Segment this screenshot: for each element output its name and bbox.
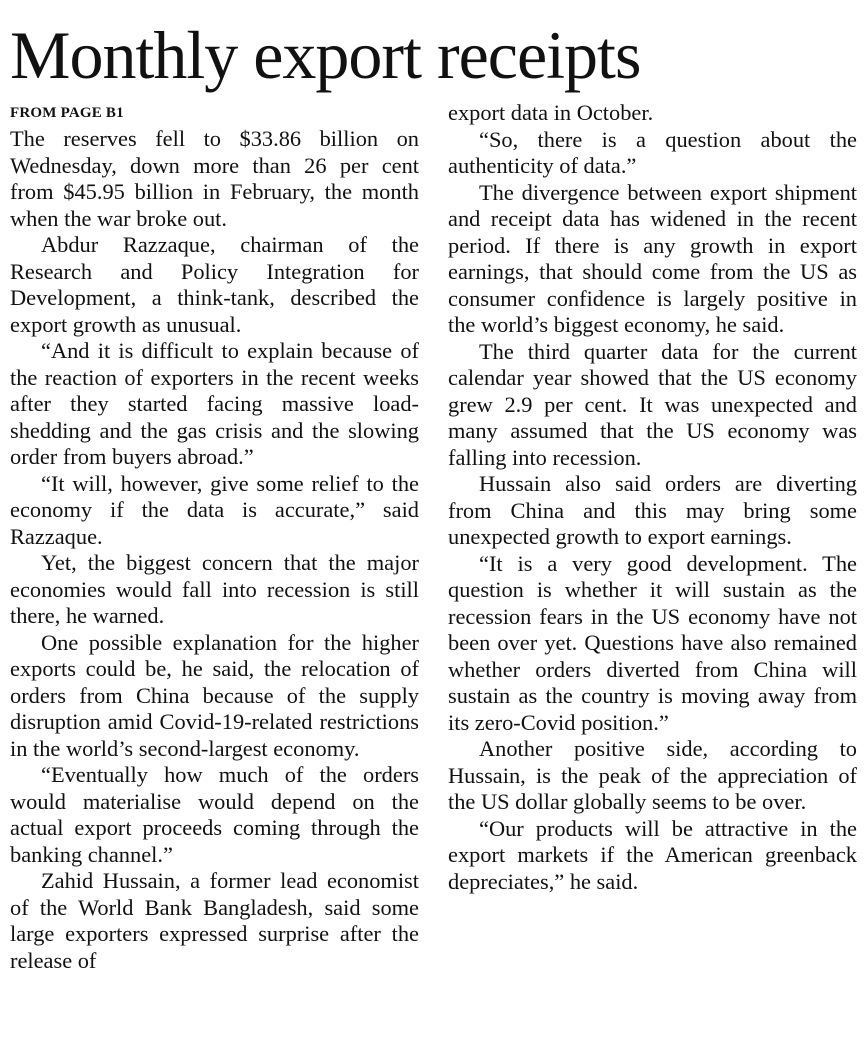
paragraph: “And it is difficult to explain because of the reaction of exporters in the recent weeks after they started facing massive load-shedding and the gas crisis and the slowing order from buyers abroad.” — [10, 338, 419, 469]
paragraph: One possible explanation for the higher exports could be, he said, the relocation of orders from China because of the supply disruption amid Covid-19-related restrictions in the world’s second-largest economy. — [10, 629, 419, 761]
paragraph: Another positive side, according to Hussain, is the peak of the appreciation of the US dollar globally seems to be over. — [448, 736, 857, 814]
paragraph: The third quarter data for the current calendar year showed that the US economy grew 2.9 per cent. It was unexpected and many assumed that the US economy was falling into recession. — [448, 338, 857, 470]
paragraph-continuation: export data in October. — [448, 100, 654, 125]
paragraph: Yet, the biggest concern that the major economies would fall into recession is still there, he warned. — [10, 550, 419, 628]
jump-label: FROM PAGE B1 — [10, 105, 124, 121]
paragraph: “It is a very good development. The question is whether it will sustain as the recession fears in the US economy have not been over yet. Questions have also remained whether orders diverted from China will sustain as the country is moving away from its zero-Covid position.” — [448, 550, 857, 735]
paragraph: Abdur Razzaque, chairman of the Research and Policy Integration for Development, a think-tank, described the export growth as unusual. — [10, 232, 419, 337]
paragraph: “So, there is a question about the authenticity of data.” — [448, 126, 857, 178]
paragraph: The divergence between export shipment and receipt data has widened in the recent period. If there is any growth in export earnings, that should come from the US as consumer confidence is largely positive in the world’s biggest economy, he said. — [448, 179, 857, 337]
paragraph: Zahid Hussain, a former lead economist of the World Bank Bangladesh, said some large exporters expressed surprise after the release of — [10, 868, 419, 973]
headline: Monthly export receipts — [10, 17, 641, 93]
paragraph: The reserves fell to $33.86 billion on Wednesday, down more than 26 per cent from $45.95 billion in February, the month when the war broke out. — [10, 126, 419, 231]
paragraph: “Our products will be attractive in the export markets if the American greenback depreciates,” he said. — [448, 815, 857, 894]
paragraph: “It will, however, give some relief to the economy if the data is accurate,” said Razzaque. — [10, 470, 419, 549]
left-column — [10, 100, 419, 974]
paragraph: “Eventually how much of the orders would materialise would depend on the actual export proceeds coming through the banking channel.” — [10, 762, 419, 867]
right-column — [448, 100, 857, 895]
paragraph: Hussain also said orders are diverting from China and this may bring some unexpected growth to export earnings. — [448, 471, 857, 549]
